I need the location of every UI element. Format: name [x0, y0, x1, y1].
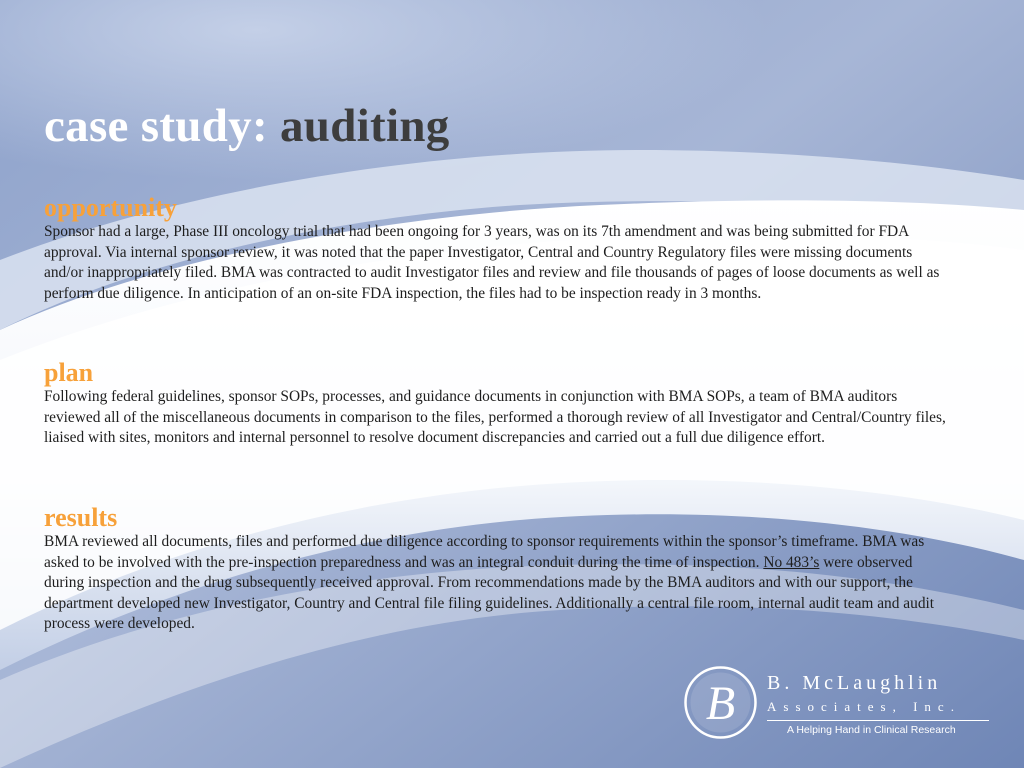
- title-topic: auditing: [280, 100, 450, 152]
- bma-monogram-icon: [683, 665, 758, 740]
- slide-title: [44, 96, 450, 156]
- section-body-opportunity: Sponsor had a large, Phase III oncology trial that had been ongoing for 3 years, was on its 7th amendment and was being submitted for FDA approval. Via internal sponsor review, it was noted that the paper Investigator, Central and Country Regulatory files were missing documents and/or inappropriately filed. BMA was contracted to audit Investigator files and review and file thousands of pages of loose documents as well as perform due diligence. In anticipation of an on-site FDA inspection, the files had to be inspection ready in 3 months.: [44, 223, 940, 302]
- section-body-plan: Following federal guidelines, sponsor SOPs, processes, and guidance documents in conjunction with BMA SOPs, a team of BMA auditors reviewed all of the miscellaneous documents in comparison to the files, performed a thorough review of all Investigator and Central/Country files, liaised with sites, monitors and internal personnel to resolve document discrepancies and carried out a full due diligence effort.: [44, 388, 946, 446]
- section-opportunity: [44, 194, 954, 304]
- section-body-results: [44, 532, 954, 635]
- results-text-before: BMA reviewed all documents, files and performed due diligence according to sponsor requirements within the sponsor’s timeframe. BMA was asked to be involved with the pre-inspection preparedness and was an integral conduit during the time of inspection.: [44, 533, 925, 571]
- logo-company-name: B. McLaughlin: [767, 672, 942, 694]
- no-483-link[interactable]: No 483’s: [763, 553, 820, 571]
- section-heading-opportunity: opportunity: [44, 193, 177, 222]
- logo-company-subtitle: Associates, Inc.: [767, 699, 961, 714]
- logo-divider: [767, 720, 989, 721]
- logo-monogram: B: [705, 677, 736, 730]
- company-logo: [683, 665, 1013, 745]
- section-heading-plan: plan: [44, 358, 94, 387]
- section-heading-results: results: [44, 503, 118, 532]
- section-results: [44, 504, 954, 635]
- logo-tagline: A Helping Hand in Clinical Research: [787, 724, 956, 736]
- results-text-after: were observed during inspection and the drug subsequently received approval. From recommendations made by the BMA auditors and with our support, the department developed new Investigator, Country and Central file filing guidelines. Additionally a central file room, internal audit team and audit process were developed.: [44, 553, 935, 632]
- title-prefix: case study:: [44, 100, 268, 152]
- section-plan: [44, 359, 954, 449]
